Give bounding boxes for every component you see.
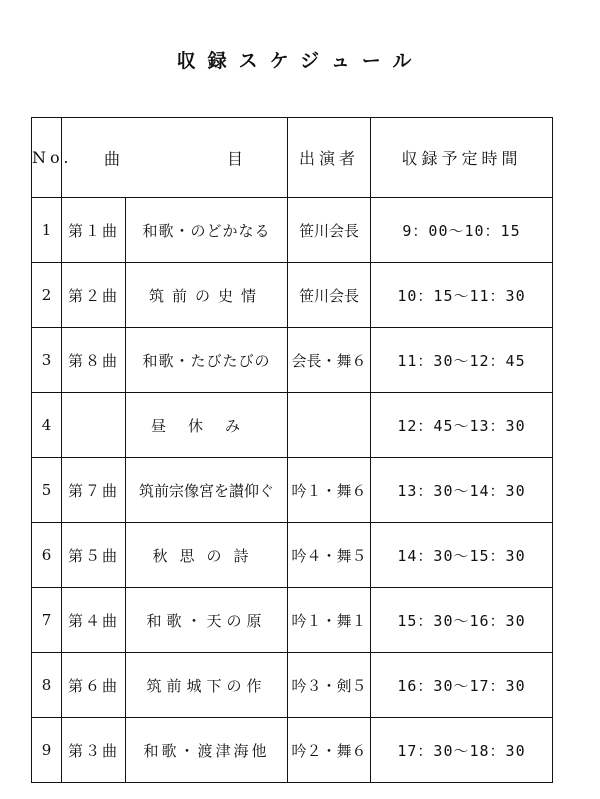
header-no: No. xyxy=(32,118,62,198)
scheduled-time: 11：30～12：45 xyxy=(371,328,553,393)
table-row xyxy=(32,263,553,328)
scheduled-time: 16：30～17：30 xyxy=(371,653,553,718)
scheduled-time: 13：30～14：30 xyxy=(371,458,553,523)
row-number: 5 xyxy=(32,458,62,523)
row-number: 2 xyxy=(32,263,62,328)
row-number: 3 xyxy=(32,328,62,393)
piece-title: 筑前の史情 xyxy=(126,263,288,328)
scheduled-time: 9：00～10：15 xyxy=(371,198,553,263)
scheduled-time: 14：30～15：30 xyxy=(371,523,553,588)
song-number xyxy=(62,393,126,458)
performer xyxy=(288,393,371,458)
piece-title: 秋思の詩 xyxy=(126,523,288,588)
table-row xyxy=(32,718,553,783)
performer: 吟１・舞１ xyxy=(288,588,371,653)
table-row xyxy=(32,458,553,523)
piece-title: 和歌・天の原 xyxy=(126,588,288,653)
table-row xyxy=(32,653,553,718)
song-number: 第２曲 xyxy=(62,263,126,328)
piece-title: 昼休み xyxy=(126,393,288,458)
header-time: 収録予定時間 xyxy=(371,118,553,198)
song-number: 第８曲 xyxy=(62,328,126,393)
song-number: 第７曲 xyxy=(62,458,126,523)
song-number: 第３曲 xyxy=(62,718,126,783)
row-number: 7 xyxy=(32,588,62,653)
table-row xyxy=(32,588,553,653)
scheduled-time: 10：15～11：30 xyxy=(371,263,553,328)
header-piece-left: 曲 xyxy=(104,149,125,168)
song-number: 第５曲 xyxy=(62,523,126,588)
piece-title: 和歌・たびたびの xyxy=(126,328,288,393)
scheduled-time: 17：30～18：30 xyxy=(371,718,553,783)
performer: 笹川会長 xyxy=(288,263,371,328)
header-piece-right: 目 xyxy=(226,149,247,168)
performer: 笹川会長 xyxy=(288,198,371,263)
page-title: 収録スケジュール xyxy=(176,50,424,72)
row-number: 6 xyxy=(32,523,62,588)
piece-title: 和歌・渡津海他 xyxy=(126,718,288,783)
performer: 吟４・舞５ xyxy=(288,523,371,588)
row-number: 9 xyxy=(32,718,62,783)
performer: 吟３・剣５ xyxy=(288,653,371,718)
song-number: 第４曲 xyxy=(62,588,126,653)
table-row xyxy=(32,328,553,393)
performer: 吟２・舞６ xyxy=(288,718,371,783)
performer: 会長・舞６ xyxy=(288,328,371,393)
song-number: 第１曲 xyxy=(62,198,126,263)
performer: 吟１・舞６ xyxy=(288,458,371,523)
piece-title: 筑前宗像宮を讃仰ぐ xyxy=(126,458,288,523)
row-number: 8 xyxy=(32,653,62,718)
header-piece xyxy=(62,118,288,198)
scheduled-time: 12：45～13：30 xyxy=(371,393,553,458)
row-number: 4 xyxy=(32,393,62,458)
schedule-table xyxy=(31,117,553,783)
song-number: 第６曲 xyxy=(62,653,126,718)
table-row xyxy=(32,393,553,458)
table-row xyxy=(32,198,553,263)
scheduled-time: 15：30～16：30 xyxy=(371,588,553,653)
table-row xyxy=(32,523,553,588)
piece-title: 筑前城下の作 xyxy=(126,653,288,718)
header-performer: 出演者 xyxy=(288,118,371,198)
row-number: 1 xyxy=(32,198,62,263)
table-header-row xyxy=(32,118,553,198)
piece-title: 和歌・のどかなる xyxy=(126,198,288,263)
